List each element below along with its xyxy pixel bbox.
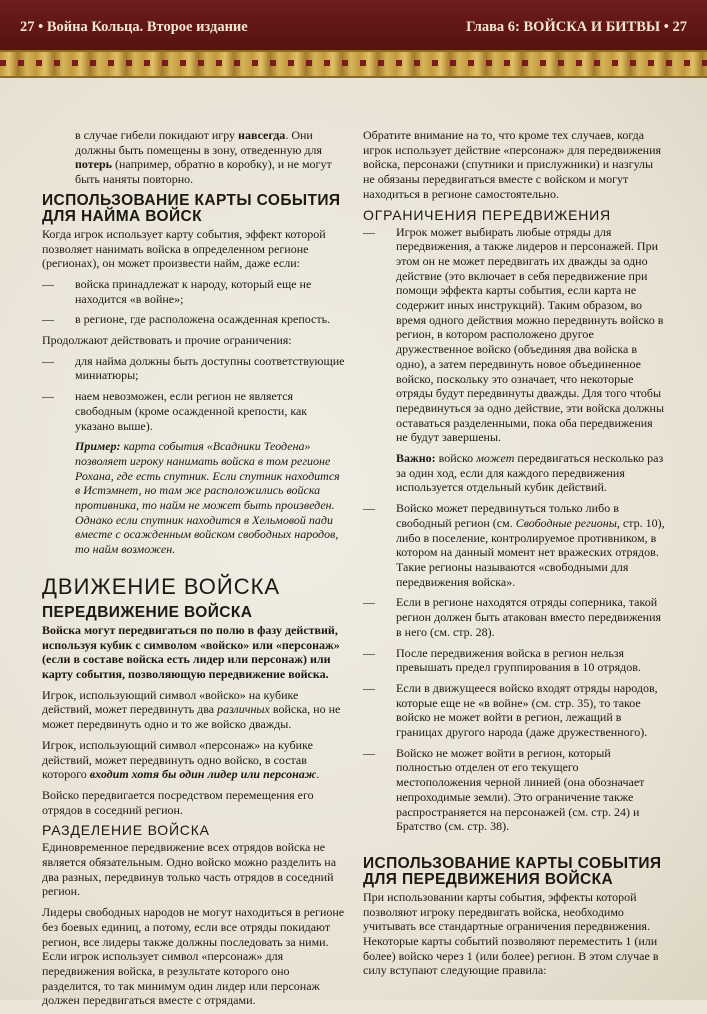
text-bold: навсегда [238, 128, 286, 142]
text: войско [435, 451, 477, 466]
header-right: Глава 6: ВОЙСКА И БИТВЫ • 27 [466, 19, 687, 35]
text: , стр. 10), либо в поселение, контролируемое противником, в котором на данный момент нет вражеских отрядов. Такие регионы называются «свободными для передвижения войска». [396, 515, 665, 589]
text-bold-italic: входит хотя бы один лидер или персонаж [89, 767, 317, 782]
text: в случае гибели покидают игру [75, 128, 239, 142]
paragraph [42, 738, 345, 782]
heading-limits: ОГРАНИЧЕНИЯ ПЕРЕДВИЖЕНИЯ [363, 206, 611, 223]
text-bold: Важно: [396, 451, 436, 466]
list-item: — Войско не может войти в регион, который полностью отделен от его текущего местоположения черной линией (она обозначает непроходимые земли). Это ограничение также распространяется на персонажей (см. стр. 24) и Братство (см. стр. 38). [363, 746, 666, 834]
page-header [0, 0, 707, 50]
paragraph [75, 128, 345, 187]
text: передвигаться несколько раз за один ход, если для каждого передвижения используется отдельный кубик действий. [396, 451, 664, 495]
paragraph: Когда игрок использует карту события, эффект которой позволяет нанимать войска в определенном регионе (регионах), он может произвести найм, даже если: [42, 226, 326, 271]
list-item: — для найма должны быть доступны соответствующие миниатюры; [42, 354, 345, 383]
left-column [42, 128, 345, 1014]
text: войска, но не может передвинуть одно и то же войско дважды. [42, 702, 341, 732]
list-item: — Игрок может выбирать любые отряды для передвижения, а также лидеров и персонажей. При этом он не может передвигать их дважды за одно действие (это включает в себя передвижение при помощи эффекта карты события, если карта не содержит иных инструкций). Таким образом, во время одного действия можно передвинуть войско в регион, в котором расположено другое дружественное войско (объединяя два войска в одно), а затем передвинуть новое объединенное войско, поскольку это означает, что некоторые отряды будут передвинуты дважды. Для того чтобы передвинуться за одно действие, эти войска должны оставаться разделенными, пока оба передвижения не будут завершены. [363, 225, 666, 446]
text-bold: потерь [75, 157, 112, 172]
example-label: Пример: [75, 439, 121, 454]
list-item: — После передвижения войска в регион нельзя превышать предел группирования в 10 отрядов. [363, 646, 666, 675]
example-text: карта события «Всадники Теодена» позволяет игроку нанимать войска в том регионе Рохана, где есть спутник. Если спутник находится в Истэмнет, но там же расположились войска противника, то найм не может быть произведен. Однако если спутник находится в Хельмовой пади вместе с осажденным войском свободных народов, то найм возможен. [75, 439, 340, 557]
list-item: — наем невозможен, если регион не является свободным (кроме осажденной крепости, как указано выше). [42, 389, 345, 433]
paragraph: Лидеры свободных народов не могут находиться в регионе без боевых единиц, а потому, если все отряды покидают регион, все лидеры также должны последовать за ними. Если игрок использует символ «персонаж» для передвижения войска, в результате которого оно разделится, то так минимум один лидер или персонаж должен передвигаться вместе с отрядами. [42, 905, 345, 1008]
paragraph: При использовании карты события, эффекты которой позволяют игроку передвигать войска, необходимо учитывать все стандартные ограничения передвижения. Некоторые карты событий позволяют переместить 1 (или более) войско через 1 (или более) регион. В этом случае в силу вступают следующие правила: [363, 889, 659, 978]
heading-movement: ДВИЖЕНИЕ ВОЙСКА [42, 573, 281, 599]
text: . [316, 767, 320, 782]
list-item: — Если в движущееся войско входят отряды народов, которые еще не «в войне» (см. стр. 35), то такое войско не может войти в регион, лежащий в границах другого народа (даже дружественного). [363, 681, 666, 740]
text-italic: различных [217, 702, 270, 717]
paragraph: Продолжают действовать и прочие ограничения: [42, 333, 292, 348]
text-italic: может [476, 451, 515, 466]
list-item: — войска принадлежат к народу, который еще не находится «в войне»; [42, 277, 345, 306]
list-item [363, 501, 666, 589]
heading-event-move: ИСПОЛЬЗОВАНИЕ КАРТЫ СОБЫТИЯ ДЛЯ ПЕРЕДВИЖЕНИЯ ВОЙСКА [363, 854, 662, 888]
text: Игрок, использующий символ «персонаж» на кубике действий, может передвинуть одно войско, в состав которого [42, 737, 313, 782]
list-item: — Если в регионе находятся отряды соперника, такой регион должен быть атакован вместо передвижения в него (см. стр. 28). [363, 595, 666, 639]
heading-recruit: ИСПОЛЬЗОВАНИЕ КАРТЫ СОБЫТИЯ ДЛЯ НАЙМА ВОЙСК [42, 191, 341, 225]
text-italic: Свободные регионы [515, 515, 617, 530]
heading-split: РАЗДЕЛЕНИЕ ВОЙСКА [42, 822, 210, 839]
paragraph: Обратите внимание на то, что кроме тех случаев, когда игрок использует действие «персонаж» для передвижения войска, персонажи (спутники и прислужники) и назгулы не обязаны передвигаться вместе с войском и могут находиться в регионе самостоятельно. [363, 128, 662, 201]
ornamental-border [0, 50, 707, 78]
lead-paragraph: Войска могут передвигаться по полю в фазу действий, используя кубик с символом «войско» или «персонаж» (если в составе войска есть лидер или персонаж) или карту события, позволяющую передвижение войска. [42, 622, 340, 681]
important-note [396, 451, 666, 495]
paragraph: Войско передвигается посредством перемещения его отрядов в соседний регион. [42, 787, 314, 817]
text: . Они должны быть помещены в зону, отведенную для [75, 128, 323, 157]
list-item: — в регионе, где расположена осажденная крепость. [42, 312, 345, 327]
text: Игрок, использующий символ «войско» на кубике действий, может передвинуть два [42, 687, 299, 717]
paragraph: Единовременное передвижение всех отрядов войска не является обязательным. Одно войско можно разделить на два разных, передвинув только часть отрядов в соседний регион. [42, 840, 337, 899]
example-block [75, 439, 345, 557]
text: (например, обратно в коробку), и не могут быть наняты повторно. [75, 157, 332, 187]
text: Войско может передвинуться только либо в свободный регион (см. [396, 501, 619, 530]
header-left: 27 • Война Кольца. Второе издание [20, 19, 248, 35]
paragraph [42, 688, 345, 732]
right-column [363, 128, 666, 984]
heading-army-move: ПЕРЕДВИЖЕНИЕ ВОЙСКА [42, 603, 253, 621]
